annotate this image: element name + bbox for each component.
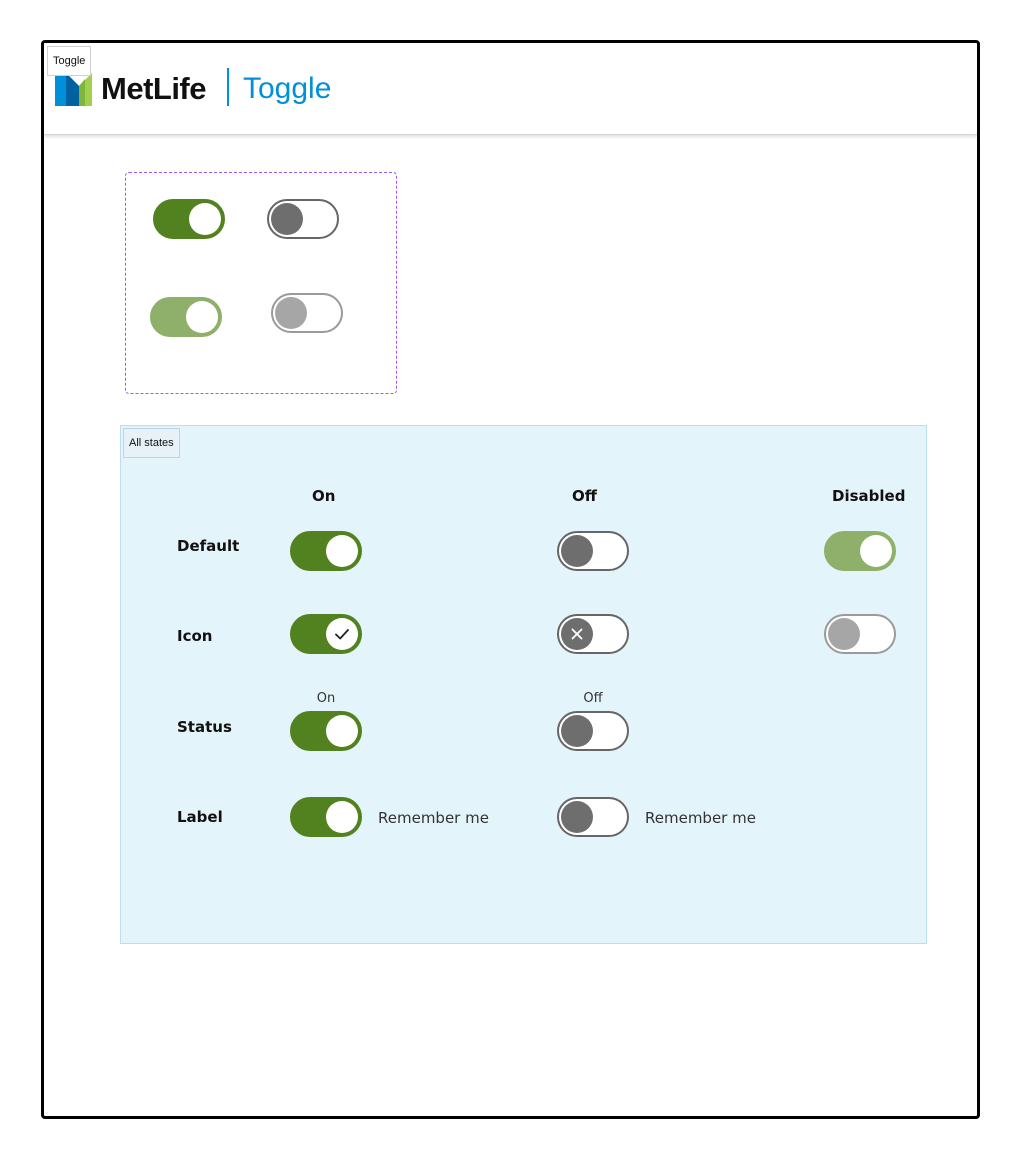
toggle-knob — [326, 801, 358, 833]
default-toggle-on[interactable] — [290, 531, 362, 571]
toggle-knob — [860, 535, 892, 567]
row-header-label: Label — [177, 808, 223, 826]
icon-toggle-on[interactable] — [290, 614, 362, 654]
toggle-knob — [326, 618, 358, 650]
row-header-icon: Icon — [177, 627, 213, 645]
row-header-default: Default — [177, 537, 240, 555]
label-toggle-off[interactable] — [557, 797, 629, 837]
status-toggle-off[interactable] — [557, 711, 629, 751]
page-title: Toggle — [243, 72, 332, 105]
toggle-knob — [326, 715, 358, 747]
default-toggle-off[interactable] — [557, 531, 629, 571]
panel-tag: All states — [123, 428, 180, 458]
x-icon — [569, 626, 585, 642]
toggle-knob — [189, 203, 221, 235]
icon-toggle-off[interactable] — [557, 614, 629, 654]
status-toggle-on[interactable] — [290, 711, 362, 751]
column-header-off: Off — [572, 487, 597, 505]
column-header-disabled: Disabled — [832, 487, 906, 505]
icon-toggle-off-disabled — [824, 614, 896, 654]
frame-tag: Toggle — [47, 46, 91, 76]
checkmark-icon — [333, 625, 351, 643]
all-states-panel — [120, 425, 927, 944]
row-header-status: Status — [177, 718, 232, 736]
toggle-knob — [271, 203, 303, 235]
metlife-logo-icon — [55, 73, 92, 106]
brand-name: MetLife — [101, 71, 206, 106]
toggle-knob — [828, 618, 860, 650]
default-toggle-on-disabled — [824, 531, 896, 571]
showcase-toggle-on-disabled — [150, 297, 222, 337]
label-toggle-on-text[interactable]: Remember me — [378, 809, 489, 827]
toggle-knob — [561, 801, 593, 833]
toggle-knob — [186, 301, 218, 333]
column-header-on: On — [312, 487, 336, 505]
toggle-knob — [561, 715, 593, 747]
toggle-frame — [41, 40, 980, 1119]
toggle-knob — [326, 535, 358, 567]
showcase-toggle-off[interactable] — [267, 199, 339, 239]
status-caption-on: On — [316, 691, 336, 706]
brand-divider — [227, 68, 229, 106]
toggle-knob — [561, 618, 593, 650]
status-caption-off: Off — [583, 691, 603, 706]
page-header — [44, 43, 977, 135]
toggle-knob — [275, 297, 307, 329]
label-toggle-off-text[interactable]: Remember me — [645, 809, 756, 827]
toggle-showcase — [125, 172, 397, 394]
label-toggle-on[interactable] — [290, 797, 362, 837]
toggle-knob — [561, 535, 593, 567]
showcase-toggle-on[interactable] — [153, 199, 225, 239]
showcase-toggle-off-disabled — [271, 293, 343, 333]
